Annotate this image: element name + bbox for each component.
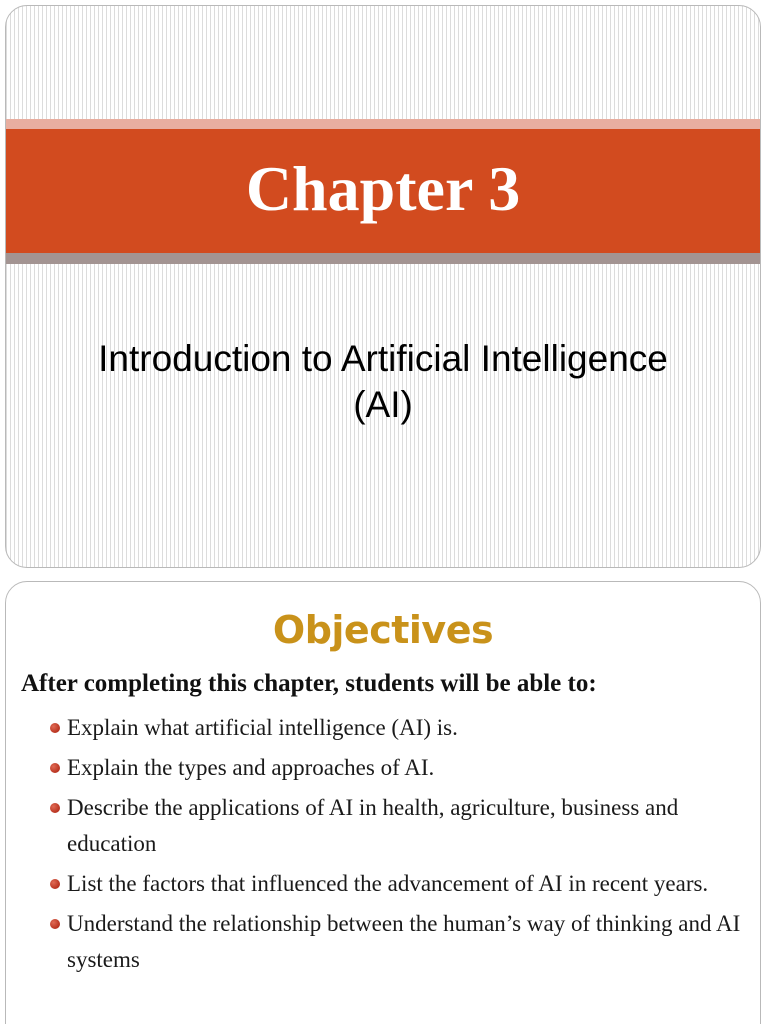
bullet-icon (50, 919, 60, 929)
bullet-icon (50, 723, 60, 733)
objective-item (46, 750, 746, 786)
bullet-icon (50, 879, 60, 889)
objective-item (46, 866, 746, 902)
title-band (6, 129, 760, 253)
objective-text: Explain what artificial intelligence (AI) is. (67, 715, 458, 740)
title-band-accent-top (6, 119, 760, 129)
title-slide (5, 5, 761, 568)
objectives-slide (5, 581, 761, 1024)
bullet-icon (50, 763, 60, 773)
objective-item (46, 710, 746, 746)
objective-text: Understand the relationship between the human’s way of thinking and AI systems (67, 911, 741, 972)
objectives-list (46, 710, 746, 982)
title-band-accent-bottom (6, 253, 760, 264)
slide-subtitle (6, 336, 760, 428)
subtitle-line-2: (AI) (353, 384, 413, 425)
chapter-title: Chapter 3 (245, 153, 521, 224)
objective-text: List the factors that influenced the advancement of AI in recent years. (67, 871, 709, 896)
objectives-intro: After completing this chapter, students will be able to: (21, 670, 597, 697)
objectives-heading: Objectives (272, 608, 494, 652)
objective-item (46, 906, 746, 978)
objective-text: Explain the types and approaches of AI. (67, 755, 435, 780)
bullet-icon (50, 803, 60, 813)
objective-item (46, 790, 746, 862)
subtitle-line-1: Introduction to Artificial Intelligence (98, 338, 668, 379)
objective-text: Describe the applications of AI in health, agriculture, business and education (67, 795, 679, 856)
